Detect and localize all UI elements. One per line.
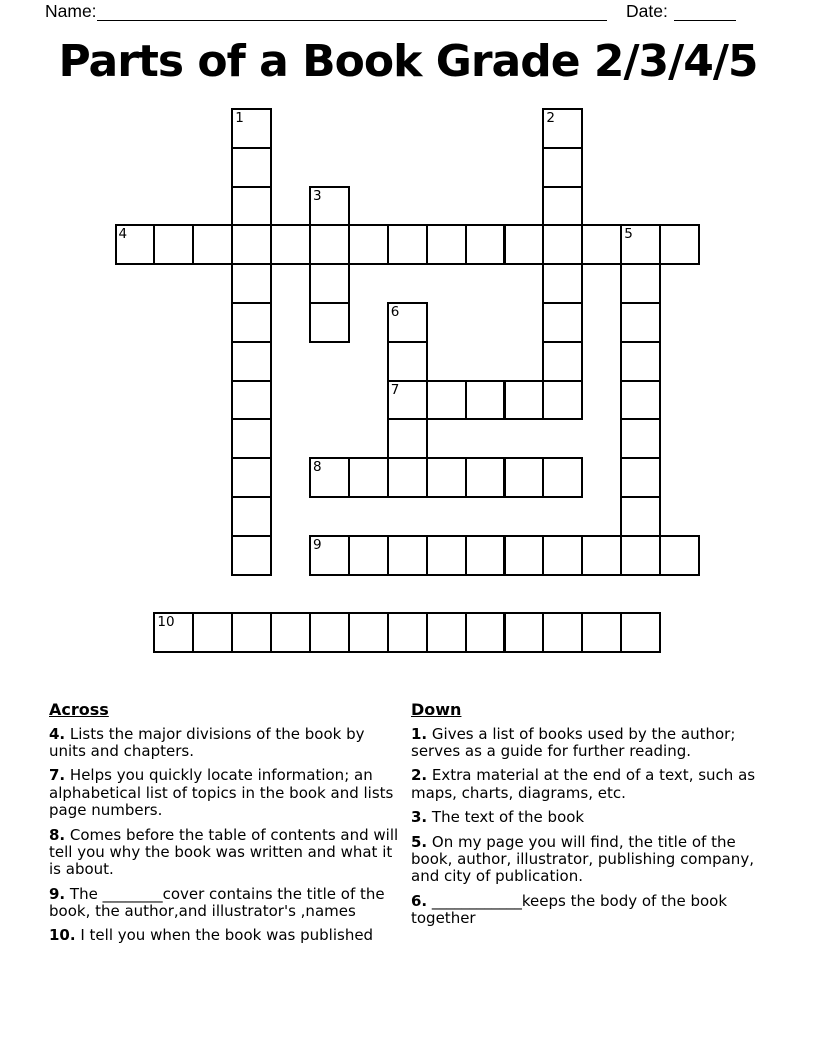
grid-cell-r1c3[interactable] bbox=[231, 147, 272, 188]
grid-cell-r7c7[interactable] bbox=[387, 380, 428, 421]
grid-cell-r11c5[interactable] bbox=[309, 535, 350, 576]
grid-cell-r7c13[interactable] bbox=[620, 380, 661, 421]
grid-cell-r4c11[interactable] bbox=[542, 263, 583, 304]
down-clues-section bbox=[411, 701, 773, 934]
clue-number: 3. bbox=[411, 808, 428, 827]
grid-cell-r0c3[interactable] bbox=[231, 108, 272, 149]
grid-cell-r7c11[interactable] bbox=[542, 380, 583, 421]
grid-cell-r2c11[interactable] bbox=[542, 186, 583, 227]
grid-cell-r3c10[interactable] bbox=[504, 224, 545, 265]
down-heading: Down bbox=[411, 700, 462, 719]
grid-cell-r11c8[interactable] bbox=[426, 535, 467, 576]
grid-cell-r1c11[interactable] bbox=[542, 147, 583, 188]
grid-cell-r10c13[interactable] bbox=[620, 496, 661, 537]
grid-cell-r5c11[interactable] bbox=[542, 302, 583, 343]
grid-cell-r9c10[interactable] bbox=[504, 457, 545, 498]
grid-cell-r11c6[interactable] bbox=[348, 535, 389, 576]
grid-cell-r6c13[interactable] bbox=[620, 341, 661, 382]
grid-cell-r13c12[interactable] bbox=[581, 612, 622, 653]
cell-number-9: 9 bbox=[313, 536, 322, 553]
grid-cell-r3c1[interactable] bbox=[153, 224, 194, 265]
grid-cell-r9c6[interactable] bbox=[348, 457, 389, 498]
grid-cell-r6c7[interactable] bbox=[387, 341, 428, 382]
grid-cell-r3c7[interactable] bbox=[387, 224, 428, 265]
clue-across-4: 4. Lists the major divisions of the book by units and chapters. bbox=[49, 724, 365, 760]
grid-cell-r4c3[interactable] bbox=[231, 263, 272, 304]
grid-cell-r5c5[interactable] bbox=[309, 302, 350, 343]
grid-cell-r10c3[interactable] bbox=[231, 496, 272, 537]
date-label: Date: bbox=[626, 1, 668, 21]
grid-cell-r9c8[interactable] bbox=[426, 457, 467, 498]
grid-cell-r11c7[interactable] bbox=[387, 535, 428, 576]
clue-across-7: 7. Helps you quickly locate information; an alphabetical list of topics in the book and lists page numbers. bbox=[49, 766, 394, 820]
cell-number-2: 2 bbox=[546, 110, 555, 126]
grid-cell-r3c6[interactable] bbox=[348, 224, 389, 265]
grid-cell-r9c13[interactable] bbox=[620, 457, 661, 498]
grid-cell-r11c12[interactable] bbox=[581, 535, 622, 576]
clue-down-6: 6. ____________keeps the body of the book together bbox=[411, 891, 728, 928]
grid-cell-r4c5[interactable] bbox=[309, 263, 350, 304]
grid-cell-r6c3[interactable] bbox=[231, 341, 272, 382]
clue-down-1: 1. Gives a list of books used by the author; serves as a guide for further reading. bbox=[411, 724, 736, 760]
across-clues-section bbox=[49, 701, 401, 952]
grid-cell-r11c14[interactable] bbox=[659, 535, 700, 576]
grid-cell-r5c7[interactable] bbox=[387, 302, 428, 343]
grid-cell-r3c5[interactable] bbox=[309, 224, 350, 265]
grid-cell-r3c13[interactable] bbox=[620, 224, 661, 265]
grid-cell-r3c4[interactable] bbox=[270, 224, 311, 265]
grid-cell-r13c2[interactable] bbox=[192, 612, 233, 653]
grid-cell-r2c3[interactable] bbox=[231, 186, 272, 227]
grid-cell-r9c7[interactable] bbox=[387, 457, 428, 498]
grid-cell-r5c13[interactable] bbox=[620, 302, 661, 343]
grid-cell-r3c11[interactable] bbox=[542, 224, 583, 265]
grid-cell-r13c6[interactable] bbox=[348, 612, 389, 653]
grid-cell-r3c0[interactable] bbox=[115, 224, 156, 265]
clue-number: 8. bbox=[49, 825, 66, 844]
grid-cell-r13c10[interactable] bbox=[504, 612, 545, 653]
grid-cell-r13c4[interactable] bbox=[270, 612, 311, 653]
grid-cell-r8c3[interactable] bbox=[231, 418, 272, 459]
cell-number-5: 5 bbox=[624, 226, 633, 243]
grid-cell-r7c9[interactable] bbox=[465, 380, 506, 421]
grid-cell-r13c5[interactable] bbox=[309, 612, 350, 653]
grid-cell-r13c7[interactable] bbox=[387, 612, 428, 653]
clue-down-3: 3. The text of the book bbox=[411, 808, 585, 827]
grid-cell-r8c13[interactable] bbox=[620, 418, 661, 459]
grid-cell-r9c5[interactable] bbox=[309, 457, 350, 498]
clue-across-10: 10. I tell you when the book was published bbox=[49, 926, 374, 945]
cell-number-10: 10 bbox=[157, 614, 175, 631]
cell-number-7: 7 bbox=[390, 381, 400, 398]
clue-number: 1. bbox=[411, 724, 428, 743]
grid-cell-r13c11[interactable] bbox=[542, 612, 583, 653]
grid-cell-r3c2[interactable] bbox=[192, 224, 233, 265]
page-title: Parts of a Book Grade 2/3/4/5 bbox=[58, 36, 758, 87]
cell-number-8: 8 bbox=[313, 459, 322, 476]
clue-number: 5. bbox=[411, 832, 428, 851]
clue-number: 7. bbox=[49, 766, 66, 785]
grid-cell-r13c3[interactable] bbox=[231, 612, 272, 653]
grid-cell-r4c13[interactable] bbox=[620, 263, 661, 304]
grid-cell-r13c1[interactable] bbox=[153, 612, 194, 653]
grid-cell-r11c3[interactable] bbox=[231, 535, 272, 576]
across-heading: Across bbox=[49, 700, 109, 719]
grid-cell-r3c8[interactable] bbox=[426, 224, 467, 265]
grid-cell-r11c9[interactable] bbox=[465, 535, 506, 576]
clue-number: 4. bbox=[49, 724, 66, 743]
grid-cell-r7c8[interactable] bbox=[426, 380, 467, 421]
grid-cell-r8c7[interactable] bbox=[387, 418, 428, 459]
grid-cell-r6c11[interactable] bbox=[542, 341, 583, 382]
grid-cell-r3c12[interactable] bbox=[581, 224, 622, 265]
grid-cell-r7c3[interactable] bbox=[231, 380, 272, 421]
clue-number: 9. bbox=[49, 884, 66, 903]
cell-number-3: 3 bbox=[313, 187, 322, 204]
grid-cell-r9c11[interactable] bbox=[542, 457, 583, 498]
grid-cell-r0c11[interactable] bbox=[542, 108, 583, 149]
grid-cell-r3c9[interactable] bbox=[465, 224, 506, 265]
clue-across-9: 9. The ________cover contains the title of the book, the author,and illustrator's ,names bbox=[49, 884, 385, 921]
grid-cell-r11c10[interactable] bbox=[504, 535, 545, 576]
name-label: Name: bbox=[45, 1, 97, 21]
grid-cell-r11c11[interactable] bbox=[542, 535, 583, 576]
clue-across-8: 8. Comes before the table of contents and will tell you why the book was written and what it is about. bbox=[49, 825, 399, 879]
grid-cell-r5c3[interactable] bbox=[231, 302, 272, 343]
clue-number: 2. bbox=[411, 766, 428, 785]
grid-cell-r9c3[interactable] bbox=[231, 457, 272, 498]
clue-down-5: 5. On my page you will find, the title of the book, author, illustrator, publishing company, and city of publication. bbox=[411, 832, 754, 886]
grid-cell-r7c10[interactable] bbox=[504, 380, 545, 421]
grid-cell-r2c5[interactable] bbox=[309, 186, 350, 227]
clue-down-2: 2. Extra material at the end of a text, such as maps, charts, diagrams, etc. bbox=[411, 766, 756, 802]
cell-number-6: 6 bbox=[390, 304, 400, 320]
clue-number: 6. bbox=[411, 891, 428, 910]
cell-number-4: 4 bbox=[118, 226, 128, 243]
grid-cell-r11c13[interactable] bbox=[620, 535, 661, 576]
grid-cell-r13c9[interactable] bbox=[465, 612, 506, 653]
grid-cell-r13c13[interactable] bbox=[620, 612, 661, 653]
grid-cell-r13c8[interactable] bbox=[426, 612, 467, 653]
cell-number-1: 1 bbox=[235, 110, 244, 126]
grid-cell-r3c3[interactable] bbox=[231, 224, 272, 265]
grid-cell-r9c9[interactable] bbox=[465, 457, 506, 498]
clue-number: 10. bbox=[49, 926, 76, 945]
grid-cell-r3c14[interactable] bbox=[659, 224, 700, 265]
